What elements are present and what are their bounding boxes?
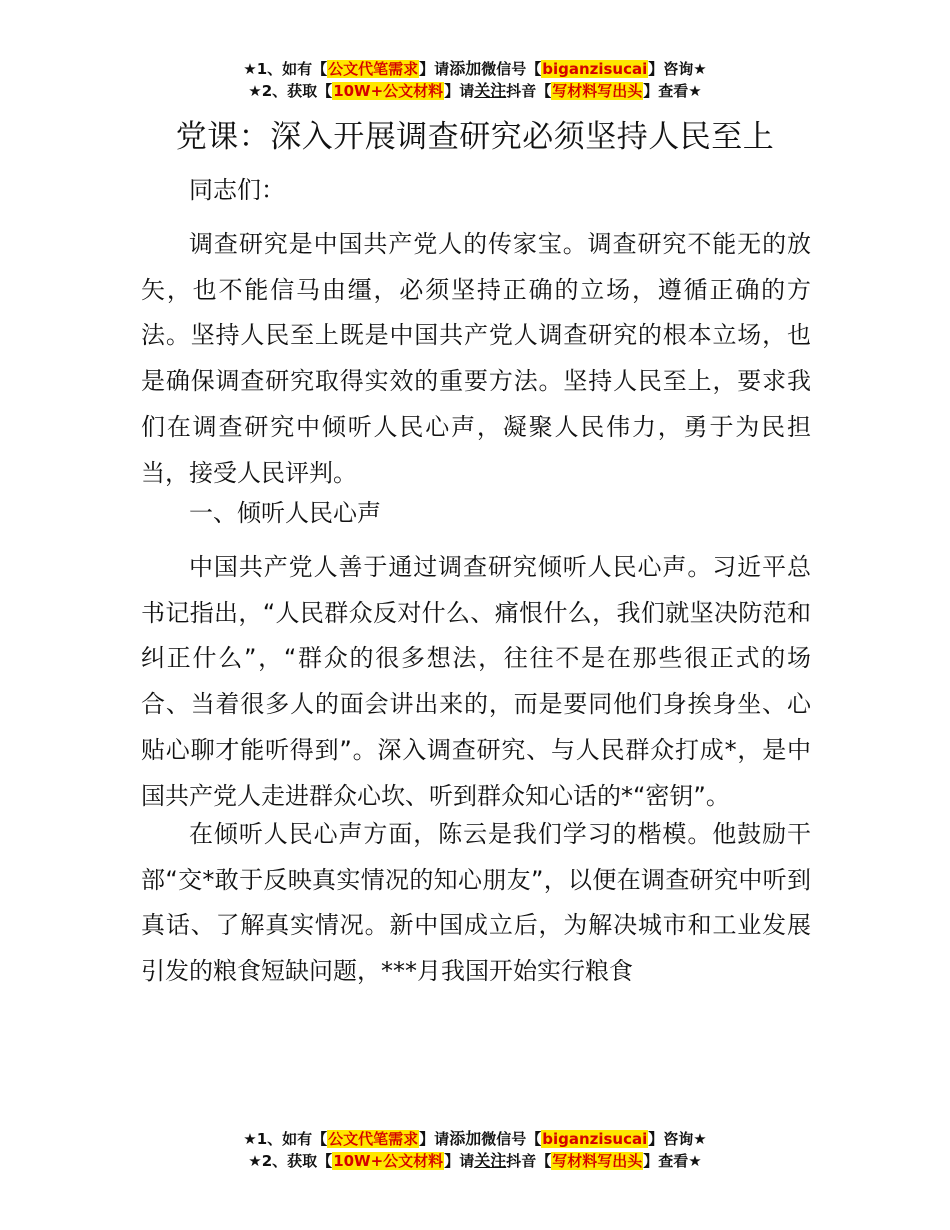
ad-emphasis: 添加: [449, 59, 482, 78]
paragraph-block: [141, 222, 811, 496]
ad-line-1: [0, 58, 950, 80]
document-title: 党课：深入开展调查研究必须坚持人民至上: [175, 119, 775, 155]
ad-text: ★2、获取【: [248, 1152, 333, 1170]
ad-emphasis: 关注: [474, 81, 507, 100]
ad-text: 】咨询★: [648, 1130, 707, 1148]
ad-text: 微信号【: [481, 60, 542, 78]
ad-text: 微信号【: [481, 1130, 542, 1148]
ad-text: 抖音【: [506, 1152, 552, 1170]
ad-text: 】咨询★: [648, 60, 707, 78]
greeting-block: [141, 168, 811, 214]
ad-highlight: 公文代笔需求: [328, 60, 419, 78]
ad-text: 】请: [444, 1152, 475, 1170]
ad-emphasis: 添加: [449, 1129, 482, 1148]
paragraph-block: [141, 545, 811, 819]
ad-highlight: 10W+公文材料: [333, 82, 444, 100]
ad-text: 】请: [419, 1130, 450, 1148]
paragraph: 中国共产党人善于通过调查研究倾听人民心声。习近平总书记指出，“人民群众反对什么、痛恨什么，我们就坚决防范和纠正什么”，“群众的很多想法，往往不是在那些很正式的场合、当着很多人的面会讲出来的，而是要同他们身挨身坐、心贴心聊才能听得到”。深入调查研究、与人民群众打成*，是中国共产党人走进群众心坎、听到群众知心话的*“密钥”。: [141, 553, 811, 810]
ad-line-1: [0, 1128, 950, 1150]
ad-text: ★1、如有【: [243, 1130, 328, 1148]
ad-highlight: biganzisucai: [542, 60, 648, 78]
section-heading: 一、倾听人民心声: [189, 499, 381, 527]
paragraph: 在倾听人民心声方面，陈云是我们学习的楷模。他鼓励干部“交*敢于反映真实情况的知心朋友”，以便在调查研究中听到真话、了解真实情况。新中国成立后，为解决城市和工业发展引发的粮食短缺问题，***月我国开始实行粮食: [141, 820, 811, 986]
ad-text: ★1、如有【: [243, 60, 328, 78]
section-heading-block: [141, 491, 811, 537]
ad-line-2: [0, 1150, 950, 1172]
ad-highlight: 写材料写出头: [552, 1152, 643, 1170]
ad-highlight: 10W+公文材料: [333, 1152, 444, 1170]
ad-emphasis: 关注: [474, 1151, 507, 1170]
ad-highlight: 写材料写出头: [552, 82, 643, 100]
header-ad-banner: [0, 58, 950, 102]
ad-highlight: 公文代笔需求: [328, 1130, 419, 1148]
footer-ad-banner: [0, 1128, 950, 1172]
paragraph: 调查研究是中国共产党人的传家宝。调查研究不能无的放矢，也不能信马由缰，必须坚持正确的立场，遵循正确的方法。坚持人民至上既是中国共产党人调查研究的根本立场，也是确保调查研究取得实效的重要方法。坚持人民至上，要求我们在调查研究中倾听人民心声，凝聚人民伟力，勇于为民担当，接受人民评判。: [141, 230, 811, 487]
greeting: 同志们：: [189, 176, 285, 204]
ad-highlight: biganzisucai: [542, 1130, 648, 1148]
ad-text: 】查看★: [643, 82, 702, 100]
ad-text: 】请: [444, 82, 475, 100]
paragraph-block: [141, 812, 811, 995]
ad-text: 抖音【: [506, 82, 552, 100]
ad-text: ★2、获取【: [248, 82, 333, 100]
ad-text: 】请: [419, 60, 450, 78]
ad-line-2: [0, 80, 950, 102]
ad-text: 】查看★: [643, 1152, 702, 1170]
